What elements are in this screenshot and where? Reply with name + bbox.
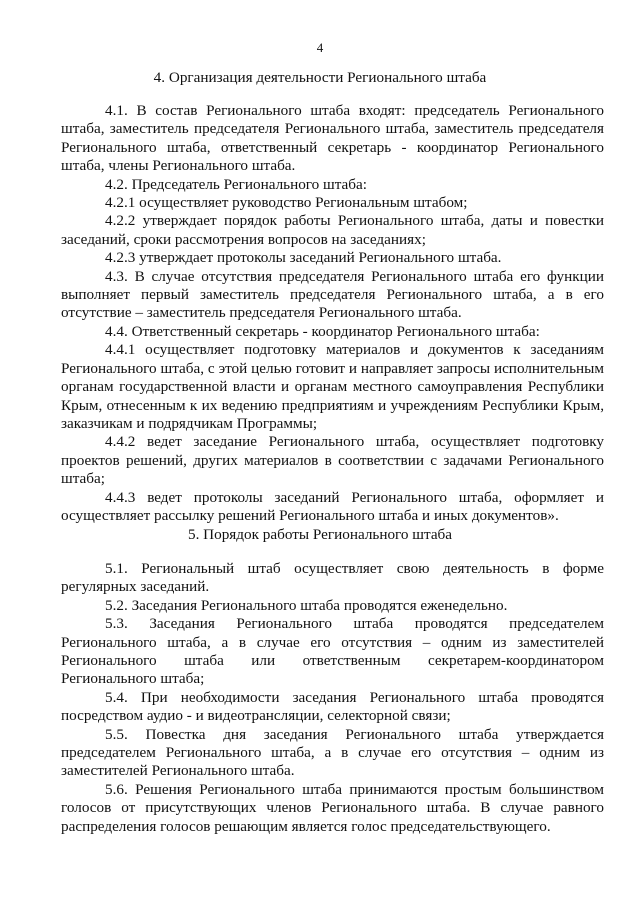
paragraph-4-2-1: 4.2.1 осуществляет руководство Региональным штабом; bbox=[105, 194, 468, 212]
paragraph-5-1: 5.1. Региональный штаб осуществляет свою деятельность в форме регулярных заседаний. bbox=[61, 560, 604, 596]
paragraph-5-5: 5.5. Повестка дня заседания Регионального штаба утверждается председателем Регионального штаба, а в случае его отсутствия – одним из заместителей Регионального штаба. bbox=[61, 725, 604, 780]
paragraph-5-3: 5.3. Заседания Регионального штаба проводятся председателем Регионального штаба, а в случае его отсутствия – одним из заместителей Регионального штаба или ответственным секретарем-координатором Регионального штаба; bbox=[61, 615, 604, 688]
paragraph-4-2: 4.2. Председатель Регионального штаба: bbox=[105, 175, 367, 193]
paragraph-5-2: 5.2. Заседания Регионального штаба проводятся еженедельно. bbox=[105, 596, 508, 614]
paragraph-5-6: 5.6. Решения Регионального штаба принимаются простым большинством голосов от присутствующих членов Регионального штаба. В случае равного распределения голосов решающим является голос председательствующего. bbox=[61, 780, 604, 835]
paragraph-4-4-1: 4.4.1 осуществляет подготовку материалов и документов к заседаниям Регионального штаба, с этой целью готовит и направляет запросы исполнительным органам государственной власти и органам местного самоуправления Республики Крым, отнесенным к их ведению предприятиям и учреждениям Республики Крым, заказчикам и подрядчикам Программы; bbox=[61, 341, 604, 432]
page-number: 4 bbox=[316, 40, 324, 55]
paragraph-4-3: 4.3. В случае отсутствия председателя Регионального штаба его функции выполняет первый заместитель председателя Регионального штаба, а в его отсутствие – заместитель председателя Регионального штаба. bbox=[61, 267, 604, 322]
paragraph-4-1: 4.1. В состав Регионального штаба входят: председатель Регионального штаба, заместитель председателя Регионального штаба, заместитель председателя Регионального штаба, ответственный секретарь - координатор Регионального штаба, члены Регионального штаба. bbox=[61, 102, 604, 175]
section-5-heading: 5. Порядок работы Регионального штаба bbox=[187, 526, 453, 543]
paragraph-4-4: 4.4. Ответственный секретарь - координатор Регионального штаба: bbox=[105, 322, 540, 340]
section-4-heading: 4. Организация деятельности Регионального штаба bbox=[153, 69, 487, 86]
paragraph-5-4: 5.4. При необходимости заседания Регионального штаба проводятся посредством аудио - и видеотрансляции, селекторной связи; bbox=[61, 688, 604, 725]
paragraph-4-4-3: 4.4.3 ведет протоколы заседаний Регионального штаба, оформляет и осуществляет рассылку решений Регионального штаба и иных документов». bbox=[61, 488, 604, 524]
section-4-body bbox=[61, 102, 604, 525]
section-5-body bbox=[61, 560, 604, 836]
paragraph-4-2-3: 4.2.3 утверждает протоколы заседаний Регионального штаба. bbox=[105, 249, 502, 267]
paragraph-4-4-2: 4.4.2 ведет заседание Регионального штаба, осуществляет подготовку проектов решений, других материалов в соответствии с задачами Регионального штаба; bbox=[61, 433, 604, 488]
paragraph-4-2-2: 4.2.2 утверждает порядок работы Регионального штаба, даты и повестки заседаний, сроки рассмотрения вопросов на заседаниях; bbox=[61, 212, 604, 248]
